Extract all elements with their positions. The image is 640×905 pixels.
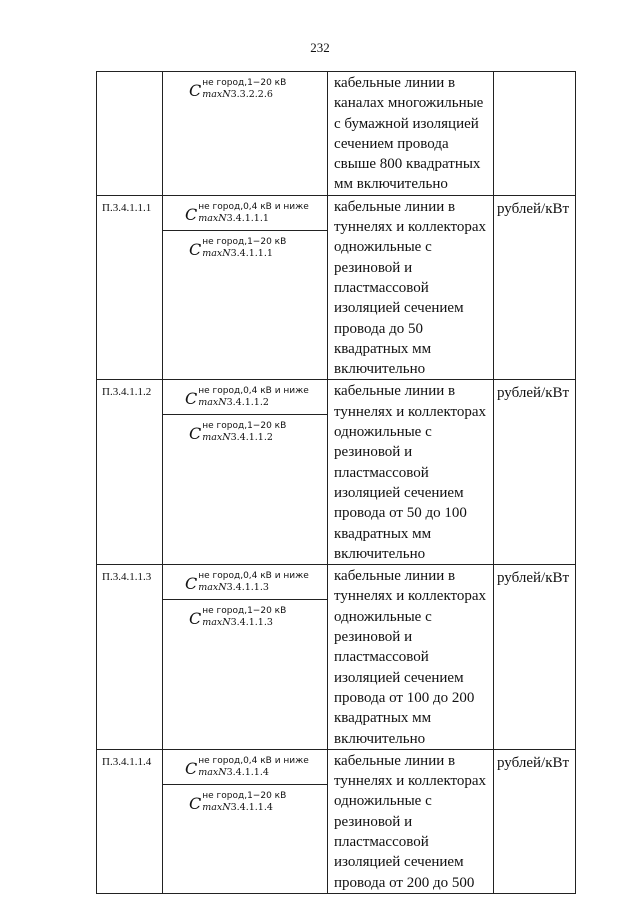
formula — [163, 231, 327, 265]
formula-subscript-var: maxN — [202, 89, 231, 100]
formula-superscript: не город,0,4 кВ и ниже — [198, 386, 309, 397]
formula-subscript-var: maxN — [202, 617, 231, 629]
page-number: 232 — [310, 40, 330, 55]
formula-symbol: C — [189, 793, 202, 813]
tariff-table — [96, 71, 576, 894]
formula-subscript-number: 3.4.1.1.2 — [230, 432, 273, 444]
row-unit: рублей/кВт — [494, 195, 576, 380]
row-description: кабельные линии в туннелях и коллекторах одножильные с резиновой и пластмассовой изоляцией сечением провода от 100 до 200 квадратных мм включительно — [328, 565, 494, 750]
table-row — [97, 749, 576, 893]
formula-symbol: C — [185, 204, 198, 224]
row-unit: рублей/кВт — [494, 565, 576, 750]
formula-superscript: не город,1−20 кВ — [202, 790, 287, 801]
row-unit: рублей/кВт — [494, 749, 576, 893]
row-unit: рублей/кВт — [494, 380, 576, 565]
row-code: П.3.4.1.1.2 — [97, 380, 163, 565]
row-code: П.3.4.1.1.3 — [97, 565, 163, 750]
formula-superscript: не город,1−20 кВ — [202, 78, 287, 88]
formula-subscript-number: 3.4.1.1.2 — [226, 397, 269, 409]
formula-subscript-number: 3.4.1.1.3 — [230, 617, 273, 629]
formula — [163, 750, 327, 785]
formula-superscript: не город,1−20 кВ — [202, 606, 287, 617]
formula-subscript-var: maxN — [198, 397, 227, 409]
formula-subscript-number: 3.3.2.2.6 — [230, 89, 273, 100]
row-code: П.3.4.1.1.4 — [97, 749, 163, 893]
row-code: П.3.4.1.1.1 — [97, 195, 163, 380]
row-unit — [494, 72, 576, 196]
row-description: кабельные линии в туннелях и коллекторах одножильные с резиновой и пластмассовой изоляцией сечением провода от 200 до 500 — [328, 749, 494, 893]
formula-superscript: не город,0,4 кВ и ниже — [198, 755, 309, 766]
formula — [163, 600, 327, 634]
formula-symbol: C — [189, 609, 202, 629]
formula-symbol: C — [189, 81, 202, 100]
row-code — [97, 72, 163, 196]
formula-superscript: не город,0,4 кВ и ниже — [198, 571, 309, 582]
formula — [163, 785, 327, 819]
formula-subscript-var: maxN — [198, 766, 227, 778]
formula-subscript-number: 3.4.1.1.4 — [226, 766, 269, 778]
formula-superscript: не город,1−20 кВ — [202, 236, 287, 247]
formula-subscript-var: maxN — [202, 247, 231, 259]
formula-cell — [163, 749, 328, 893]
formula — [163, 72, 327, 106]
table-row — [97, 195, 576, 380]
formula-symbol: C — [189, 239, 202, 259]
formula-subscript-var: maxN — [202, 432, 231, 444]
row-description: кабельные линии в туннелях и коллекторах одножильные с резиновой и пластмассовой изоляцией сечением провода от 50 до 100 квадратных мм включительно — [328, 380, 494, 565]
formula-cell — [163, 565, 328, 750]
formula — [163, 415, 327, 449]
table-row — [97, 72, 576, 196]
formula — [163, 380, 327, 415]
formula-symbol: C — [185, 758, 198, 778]
formula-subscript-number: 3.4.1.1.4 — [230, 801, 273, 813]
formula-symbol: C — [185, 574, 198, 594]
formula-cell — [163, 380, 328, 565]
formula-subscript-number: 3.4.1.1.3 — [226, 582, 269, 594]
formula-subscript-var: maxN — [198, 212, 227, 224]
formula-subscript-number: 3.4.1.1.1 — [230, 247, 273, 259]
table-row — [97, 565, 576, 750]
formula-superscript: не город,1−20 кВ — [202, 421, 287, 432]
formula-subscript-var: maxN — [202, 801, 231, 813]
formula-superscript: не город,0,4 кВ и ниже — [198, 201, 309, 212]
formula-subscript-number: 3.4.1.1.1 — [226, 212, 269, 224]
formula-symbol: C — [185, 389, 198, 409]
formula-symbol: C — [189, 424, 202, 444]
formula-cell — [163, 72, 328, 196]
formula-subscript-var: maxN — [198, 582, 227, 594]
formula — [163, 196, 327, 231]
table-row — [97, 380, 576, 565]
formula — [163, 565, 327, 600]
row-description: кабельные линии в каналах многожильные с бумажной изоляцией сечением провода свыше 800 квадратных мм включительно — [328, 72, 494, 196]
formula-cell — [163, 195, 328, 380]
row-description: кабельные линии в туннелях и коллекторах одножильные с резиновой и пластмассовой изоляцией сечением провода до 50 квадратных мм включительно — [328, 195, 494, 380]
